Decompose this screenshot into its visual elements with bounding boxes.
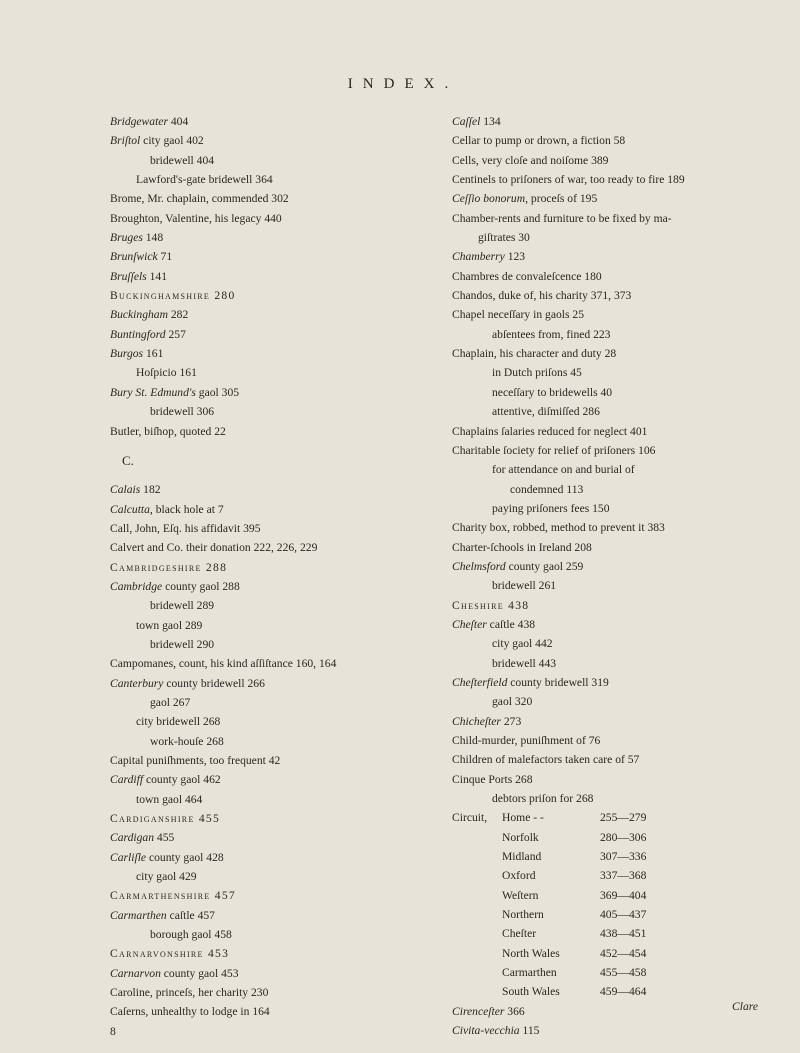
entry-place-name: Carliſle <box>110 850 147 864</box>
index-entry <box>110 848 450 867</box>
index-entry <box>452 305 797 324</box>
entry-text: town gaol 289 <box>136 618 203 632</box>
entry-text: Campomanes, count, his kind aſſiſtance 160, 164 <box>110 657 337 671</box>
index-entry <box>452 673 797 692</box>
entry-text: Centinels to priſoners of war, too ready to fire 189 <box>452 173 685 187</box>
entry-place-name: Carnarvon <box>110 966 161 980</box>
entry-text: 148 <box>142 231 164 245</box>
circuit-row <box>452 808 797 827</box>
index-entry <box>110 228 450 247</box>
circuit-name: Carmarthen <box>502 966 557 980</box>
entry-text: 282 <box>167 308 189 322</box>
entry-place-name: Canterbury <box>110 676 164 690</box>
circuit-pages: 307—336 <box>600 850 647 864</box>
entry-text: county gaol 428 <box>146 850 224 864</box>
circuit-row <box>452 886 797 905</box>
index-entry <box>110 674 450 693</box>
index-entry <box>110 267 450 286</box>
index-entry <box>110 480 450 499</box>
entry-text: Cinque Ports 268 <box>452 772 533 786</box>
catchword: Clare <box>732 1000 758 1013</box>
index-entry <box>452 344 797 363</box>
entry-text: county bridewell 319 <box>507 675 609 689</box>
index-entry <box>110 867 450 886</box>
entry-text: 366 <box>504 1004 525 1018</box>
section-letter-c: C. <box>122 452 134 468</box>
index-entry <box>110 983 450 1002</box>
circuit-table <box>452 808 797 1001</box>
signature-mark: 8 <box>110 1024 116 1038</box>
entry-text: attentive, diſmiſſed 286 <box>492 405 600 419</box>
entry-text: Chaplain, his character and duty 28 <box>452 347 617 361</box>
right-column <box>452 112 797 1041</box>
entry-text: Children of malefactors taken care of 57 <box>452 753 640 767</box>
index-entry <box>110 112 450 131</box>
entry-text: county gaol 288 <box>162 579 240 593</box>
circuit-name: Weſtern <box>502 888 539 902</box>
entry-text: bridewell 290 <box>150 637 215 651</box>
index-entry <box>110 170 450 189</box>
entry-place-name: Chicheſter <box>452 714 501 728</box>
entry-text: in Dutch priſons 45 <box>492 366 582 380</box>
entry-place-name: Cheſterfield <box>452 675 508 689</box>
entry-text: Broughton, Valentine, his legacy 440 <box>110 211 282 225</box>
index-entry <box>110 286 450 305</box>
index-entry <box>110 616 450 635</box>
index-entry <box>110 131 450 150</box>
circuit-pages: 337—368 <box>600 869 647 883</box>
entry-text: bridewell 289 <box>150 599 215 613</box>
entry-text: 71 <box>157 250 173 264</box>
index-entry <box>110 1002 450 1021</box>
index-entry <box>110 383 450 402</box>
entry-place-name: Bridgewater <box>110 115 168 128</box>
entry-text: Chaplains ſalaries reduced for neglect 401 <box>452 424 648 438</box>
index-entry <box>452 325 797 344</box>
index-entry <box>452 518 797 537</box>
entry-text: black hole at 7 <box>152 502 224 516</box>
entry-text: condemned 113 <box>510 482 584 496</box>
entry-place-name: Cheſter <box>452 617 487 631</box>
index-entry <box>110 209 450 228</box>
entry-place-name: Brunſwick <box>110 250 158 264</box>
entry-text: bridewell 306 <box>150 405 215 419</box>
index-entry <box>452 480 797 499</box>
index-entry <box>110 538 450 557</box>
entry-text: Cambridgeshire 288 <box>110 560 228 574</box>
entry-text: Chambres de convaleſcence 180 <box>452 269 602 283</box>
entry-text: work-houſe 268 <box>150 734 224 748</box>
index-entry <box>452 286 797 305</box>
entry-text: 115 <box>519 1024 540 1038</box>
entry-place-name: Caſſel <box>452 115 481 128</box>
entry-place-name: Chamberry <box>452 250 505 264</box>
index-entry <box>452 557 797 576</box>
index-entry <box>452 151 797 170</box>
entry-text: Chamber-rents and furniture to be fixed by ma- <box>452 211 672 225</box>
index-entry <box>110 751 450 770</box>
entry-text: Calvert and Co. their donation 222, 226, 229 <box>110 541 318 555</box>
index-entry <box>452 209 797 228</box>
entry-place-name: Buntingford <box>110 327 166 341</box>
entry-text: Charity box, robbed, method to prevent it 383 <box>452 521 665 535</box>
circuit-pages: 280—306 <box>600 830 647 844</box>
entry-text: Charitable ſociety for relief of priſoners 106 <box>452 443 656 457</box>
left-column <box>110 112 450 1041</box>
entry-text: gaol 320 <box>492 695 533 709</box>
entry-text: Carnarvonshire 453 <box>110 947 230 961</box>
entry-text: city gaol 442 <box>492 637 553 651</box>
circuit-row <box>452 905 797 924</box>
entry-text: Call, John, Eſq. his affidavit 395 <box>110 521 261 535</box>
entry-text: 182 <box>140 483 161 497</box>
entry-place-name: Briſtol <box>110 134 141 148</box>
entry-text: for attendance on and burial of <box>492 463 635 477</box>
entry-text: 404 <box>167 115 189 128</box>
entry-text: county bridewell 266 <box>163 676 265 690</box>
index-entry <box>110 635 450 654</box>
circuit-name: Cheſter <box>502 927 537 941</box>
index-entry <box>110 770 450 789</box>
index-entry <box>452 789 797 808</box>
circuit-name: North Wales <box>502 946 560 960</box>
index-entry <box>110 500 450 519</box>
page-header: INDEX. <box>347 76 459 92</box>
index-entry <box>452 402 797 421</box>
index-entry <box>110 790 450 809</box>
circuit-row <box>452 847 797 866</box>
entry-text: 455 <box>154 831 175 845</box>
index-entry <box>110 712 450 731</box>
entry-place-name: Calais <box>110 483 141 497</box>
index-entry <box>452 770 797 789</box>
entry-text: debtors priſon for 268 <box>492 792 594 806</box>
circuit-row <box>452 866 797 885</box>
entry-place-name: Bruges <box>110 231 143 245</box>
entry-text: Carmarthenshire 457 <box>110 889 237 903</box>
entry-place-name: Bruſſels <box>110 269 147 283</box>
index-entry <box>110 809 450 828</box>
entry-text: county gaol 462 <box>143 773 221 787</box>
index-entry <box>110 596 450 615</box>
entry-text: bridewell 443 <box>492 656 557 670</box>
entry-text: 141 <box>146 269 168 283</box>
entry-text: Cells, very cloſe and noiſome 389 <box>452 153 609 167</box>
circuit-pages: 405—437 <box>600 908 647 922</box>
index-entry <box>452 712 797 731</box>
entry-text: 134 <box>480 115 501 128</box>
index-entry <box>452 576 797 595</box>
index-entry <box>110 654 450 673</box>
circuit-row <box>452 982 797 1001</box>
entry-place-name: Burgos <box>110 347 144 361</box>
index-entry <box>452 363 797 382</box>
index-entry <box>452 596 797 615</box>
circuit-pages: 455—458 <box>600 966 647 980</box>
circuit-name: Norfolk <box>502 830 539 844</box>
index-entry <box>452 228 797 247</box>
entry-text: Chandos, duke of, his charity 371, 373 <box>452 289 632 303</box>
entry-text: Caſerns, unhealthy to lodge in 164 <box>110 1005 270 1019</box>
circuit-label: Circuit, <box>452 811 488 825</box>
entry-text: town gaol 464 <box>136 792 203 806</box>
entry-place-name: Calcutta, <box>110 502 153 516</box>
circuit-pages: 255—279 <box>600 811 647 825</box>
entry-text: Charter-ſchools in Ireland 208 <box>452 540 592 554</box>
circuit-name: Northern <box>502 908 544 922</box>
circuit-row <box>452 828 797 847</box>
entry-text: caſtle 438 <box>486 617 536 631</box>
index-entry <box>452 383 797 402</box>
entry-text: gaol 305 <box>195 385 240 399</box>
index-entry <box>452 422 797 441</box>
entry-text: bridewell 261 <box>492 579 557 593</box>
index-entry <box>452 750 797 769</box>
entry-text: county gaol 259 <box>505 559 584 573</box>
index-entry <box>110 402 450 421</box>
index-entry <box>452 189 797 208</box>
index-entry <box>110 577 450 596</box>
entry-text: neceſſary to bridewells 40 <box>492 385 613 399</box>
index-entry <box>110 558 450 577</box>
circuit-pages: 438—451 <box>600 927 647 941</box>
entry-text: Lawford's-gate bridewell 364 <box>136 173 273 187</box>
entry-text: Caroline, princeſs, her charity 230 <box>110 986 269 1000</box>
entry-text: Chapel neceſſary in gaols 25 <box>452 308 584 322</box>
entry-text: Child-murder, puniſhment of 76 <box>452 734 601 747</box>
entry-place-name: Bury St. Edmund's <box>110 385 196 399</box>
index-entry <box>452 267 797 286</box>
index-entry <box>452 441 797 460</box>
entry-text: borough gaol 458 <box>150 928 232 942</box>
left-entries-c <box>110 480 450 1022</box>
entry-place-name: Carmarthen <box>110 908 167 922</box>
circuit-pages: 369—404 <box>600 888 647 902</box>
circuit-name: Home - - <box>502 811 544 825</box>
entry-text: giſtrates 30 <box>478 231 530 245</box>
entry-place-name: Ceſſio bonorum, <box>452 192 529 206</box>
entry-place-name: Buckingham <box>110 308 168 322</box>
index-entry <box>452 131 797 150</box>
entry-place-name: Cardigan <box>110 831 155 845</box>
index-entry <box>110 964 450 983</box>
index-entry <box>110 305 450 324</box>
index-entry <box>110 906 450 925</box>
index-entry <box>452 499 797 518</box>
circuit-name: South Wales <box>502 985 560 999</box>
index-entry <box>452 731 797 750</box>
index-entry <box>110 422 450 441</box>
index-entry <box>110 344 450 363</box>
entry-text: city bridewell 268 <box>136 715 221 729</box>
index-entry <box>452 634 797 653</box>
entry-text: city gaol 429 <box>136 870 197 884</box>
index-entry <box>110 519 450 538</box>
index-entry <box>110 363 450 382</box>
circuit-pages: 459—464 <box>600 985 647 999</box>
entry-place-name: Civita-vecchia <box>452 1024 520 1038</box>
circuit-row <box>452 963 797 982</box>
entry-text: caſtle 457 <box>166 908 215 922</box>
entry-place-name: Cambridge <box>110 579 163 593</box>
index-entry <box>110 151 450 170</box>
entry-place-name: Cirenceſter <box>452 1004 505 1018</box>
index-entry <box>452 247 797 266</box>
index-entry <box>110 925 450 944</box>
entry-text: city gaol 402 <box>140 134 204 148</box>
entry-text: 123 <box>504 250 526 264</box>
entry-text: gaol 267 <box>150 695 191 709</box>
entry-text: Cheshire 438 <box>452 598 530 612</box>
index-entry <box>110 732 450 751</box>
entry-text: 257 <box>165 327 186 341</box>
index-entry <box>452 1021 797 1040</box>
index-entry <box>110 247 450 266</box>
entry-text: Hoſpicio 161 <box>136 366 197 380</box>
entry-place-name: Chelmsford <box>452 559 506 573</box>
index-entry <box>452 112 797 131</box>
entry-text: bridewell 404 <box>150 153 215 167</box>
left-entries-b <box>110 112 450 441</box>
index-entry <box>452 692 797 711</box>
index-entry <box>110 944 450 963</box>
right-entries <box>452 112 797 808</box>
circuit-name: Oxford <box>502 869 536 883</box>
entry-text: 161 <box>143 347 164 361</box>
entry-text: Capital puniſhments, too frequent 42 <box>110 754 281 767</box>
entry-text: abſentees from, fined 223 <box>492 327 611 341</box>
index-entry <box>452 615 797 634</box>
entry-text: Cellar to pump or drown, a fiction 58 <box>452 134 626 148</box>
entry-text: Butler, biſhop, quoted 22 <box>110 424 226 438</box>
index-entry <box>452 460 797 479</box>
index-entry <box>452 538 797 557</box>
entry-text: Brome, Mr. chaplain, commended 302 <box>110 192 289 206</box>
index-entry <box>452 170 797 189</box>
index-entry <box>110 189 450 208</box>
index-entry <box>110 828 450 847</box>
circuit-row <box>452 924 797 943</box>
circuit-row <box>452 944 797 963</box>
index-entry <box>110 693 450 712</box>
index-entry <box>110 325 450 344</box>
entry-text: Cardiganshire 455 <box>110 812 221 826</box>
circuit-pages: 452—454 <box>600 946 647 960</box>
entry-place-name: Cardiff <box>110 773 144 787</box>
entry-text: county gaol 453 <box>160 966 239 980</box>
entry-text: Buckinghamshire 280 <box>110 289 236 303</box>
entry-text: proceſs of 195 <box>528 192 598 206</box>
circuit-name: Midland <box>502 850 542 864</box>
entry-text: paying priſoners fees 150 <box>492 501 610 515</box>
index-entry <box>452 654 797 673</box>
index-entry <box>110 886 450 905</box>
entry-text: 273 <box>500 714 522 728</box>
